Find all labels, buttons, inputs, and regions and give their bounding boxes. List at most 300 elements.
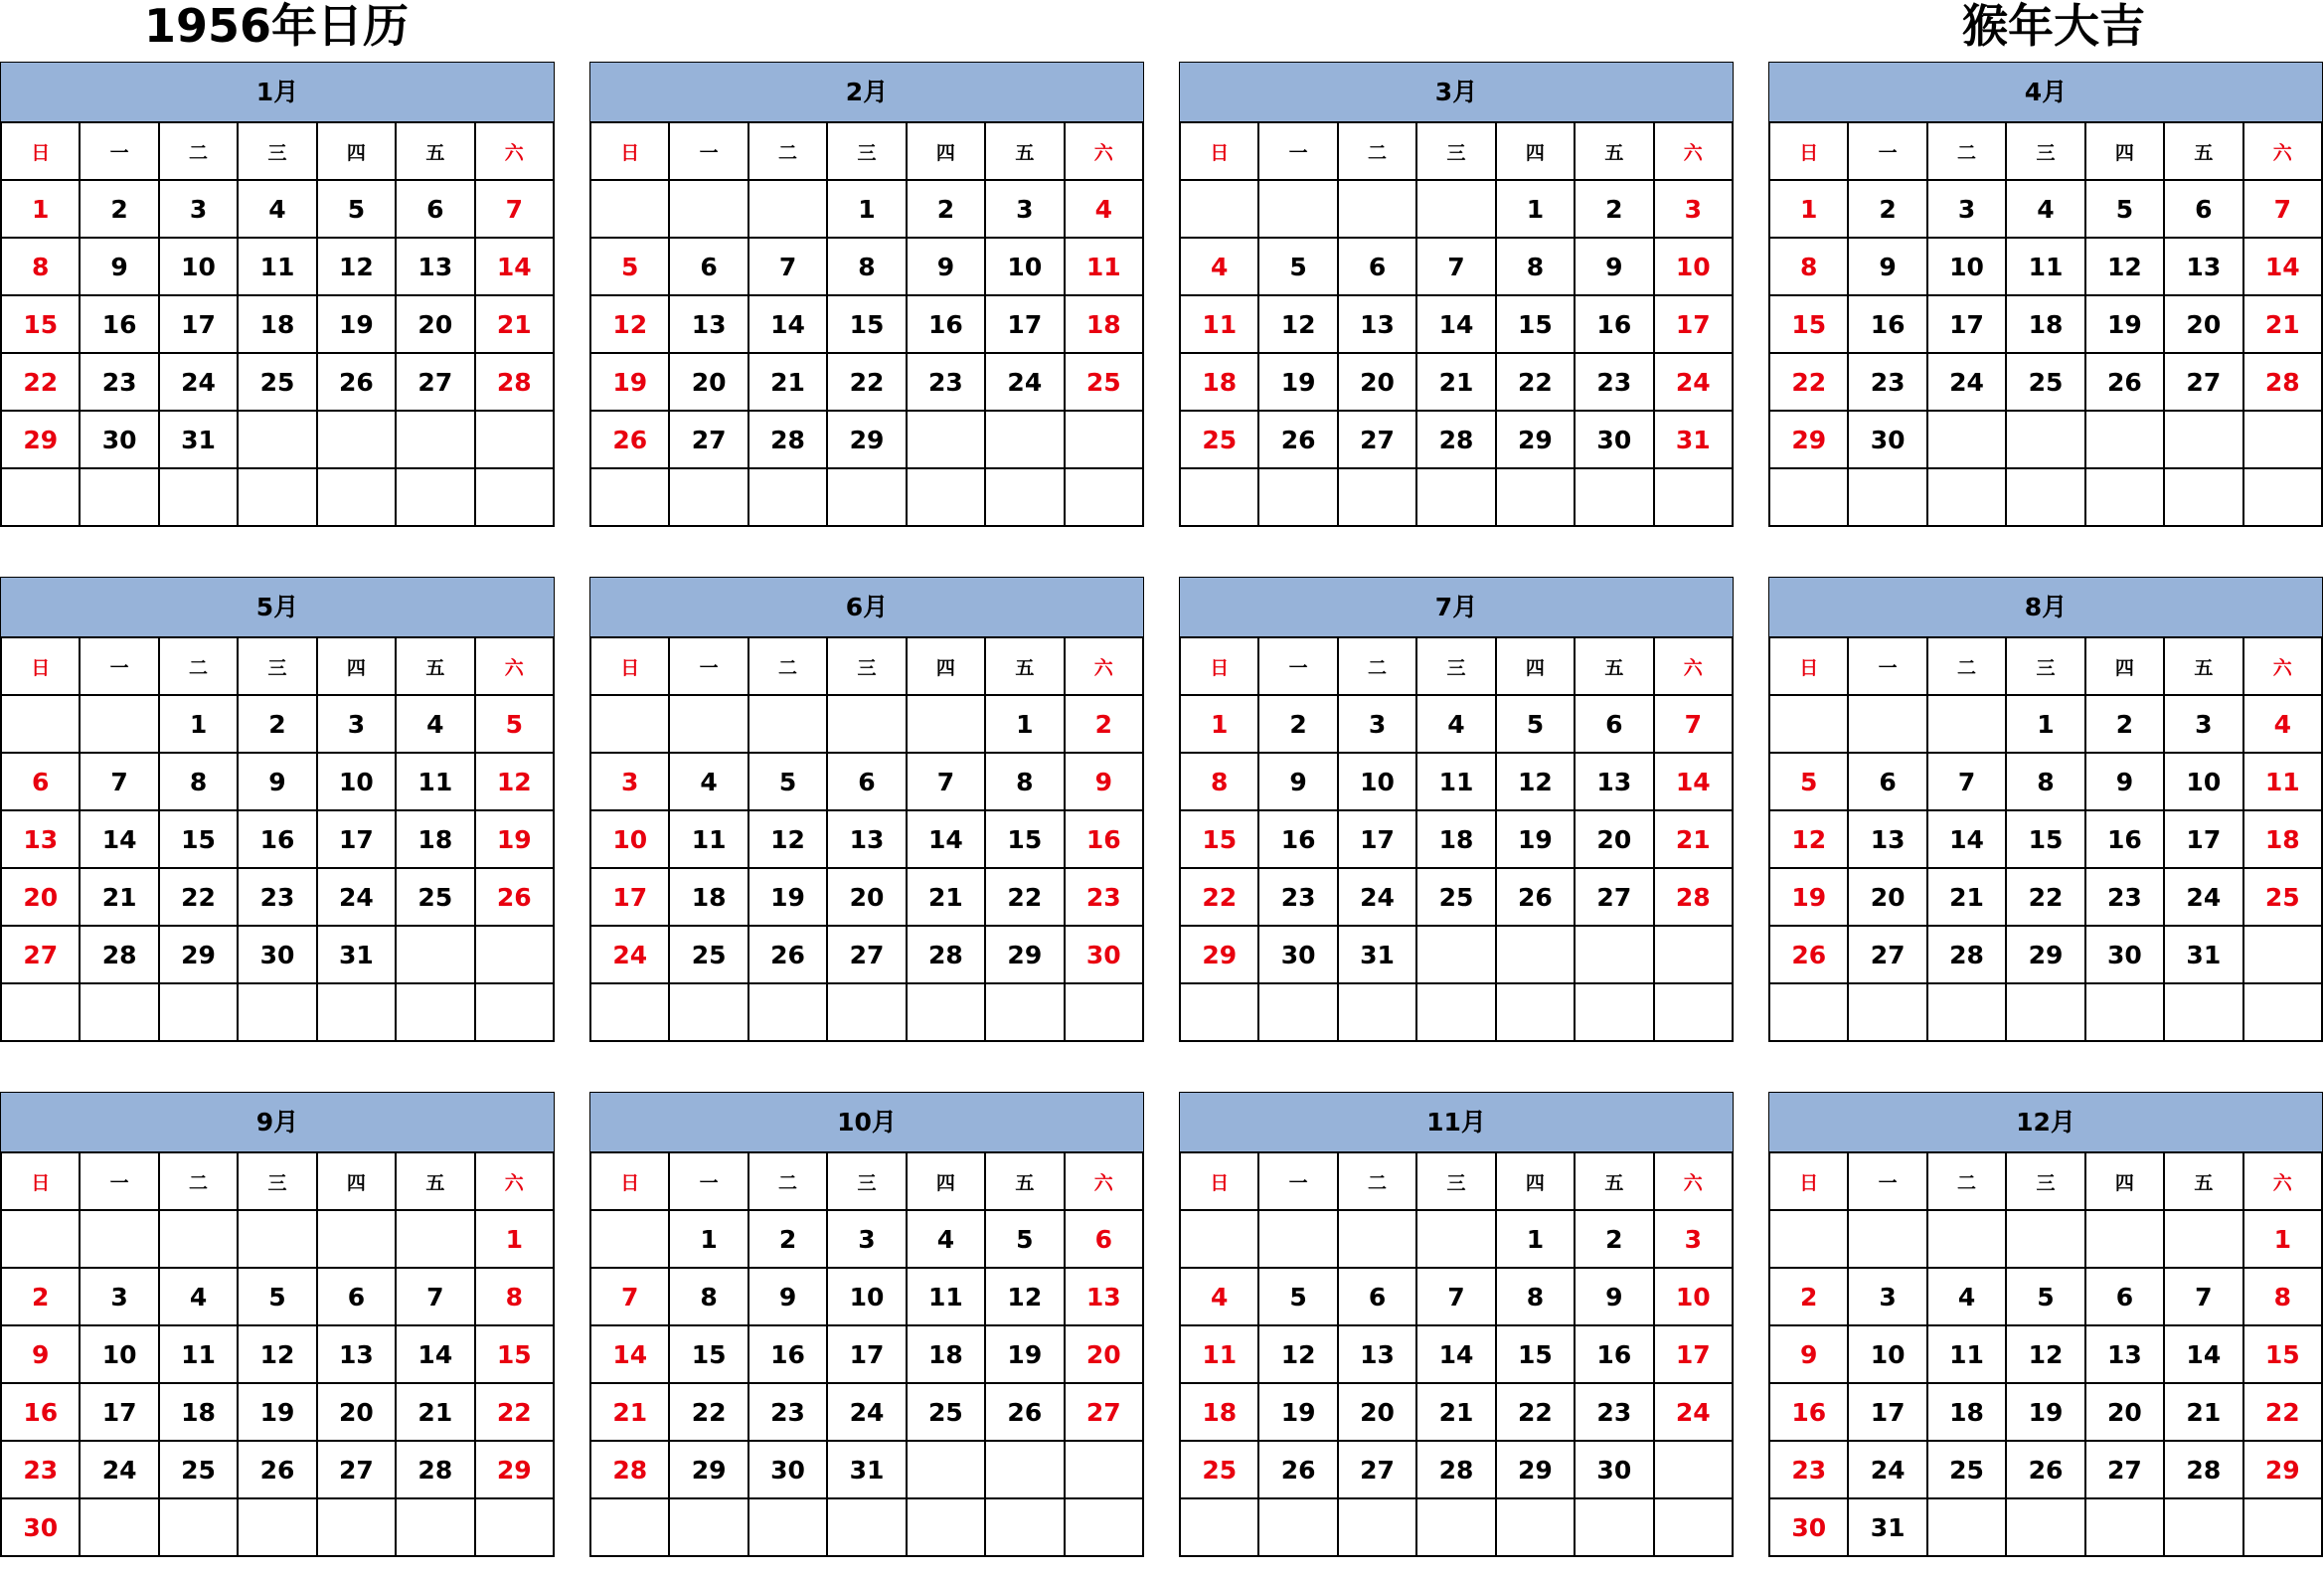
week-row (1180, 983, 1733, 1041)
day-cell: 27 (317, 1441, 396, 1498)
weekday-label: 五 (396, 1152, 474, 1210)
day-cell: 8 (669, 1268, 747, 1325)
day-cell: 26 (1769, 926, 1848, 983)
day-cell (907, 695, 985, 753)
day-cell: 12 (748, 810, 827, 868)
weekday-label: 五 (396, 122, 474, 180)
weekday-label: 二 (1927, 122, 2006, 180)
day-cell: 1 (1496, 180, 1575, 238)
day-cell (2243, 983, 2322, 1041)
day-cell: 26 (590, 411, 669, 468)
day-cell: 2 (1258, 695, 1337, 753)
month-header: 11月 (1179, 1092, 1734, 1152)
week-row (1769, 295, 2322, 353)
month-calendar (589, 62, 1144, 545)
week-row (1180, 295, 1733, 353)
day-cell: 24 (317, 868, 396, 926)
day-cell (1, 983, 80, 1041)
day-cell: 23 (80, 353, 158, 411)
day-cell: 10 (80, 1325, 158, 1383)
day-cell: 24 (1654, 1383, 1733, 1441)
day-cell: 7 (1927, 753, 2006, 810)
weekday-label: 六 (1065, 122, 1143, 180)
day-cell: 14 (2164, 1325, 2242, 1383)
day-cell (1180, 1210, 1258, 1268)
week-row (1769, 983, 2322, 1041)
day-cell (2243, 1498, 2322, 1556)
weekday-label: 一 (1848, 122, 1926, 180)
day-cell: 14 (1416, 1325, 1495, 1383)
day-cell: 20 (1338, 353, 1416, 411)
weekday-row (1, 122, 554, 180)
weekday-label: 六 (1654, 637, 1733, 695)
day-cell (159, 468, 238, 526)
day-cell: 20 (669, 353, 747, 411)
day-cell: 1 (1496, 1210, 1575, 1268)
day-cell: 6 (827, 753, 906, 810)
day-cell: 29 (985, 926, 1064, 983)
day-cell (1575, 1498, 1653, 1556)
weekday-label: 六 (475, 1152, 554, 1210)
week-row (1, 926, 554, 983)
day-cell: 1 (2006, 695, 2084, 753)
day-cell: 14 (748, 295, 827, 353)
day-cell (827, 983, 906, 1041)
day-cell (748, 983, 827, 1041)
day-cell (1496, 468, 1575, 526)
day-cell (669, 983, 747, 1041)
day-cell: 2 (1848, 180, 1926, 238)
day-cell: 19 (475, 810, 554, 868)
day-cell: 4 (669, 753, 747, 810)
day-cell: 19 (317, 295, 396, 353)
day-cell (1848, 983, 1926, 1041)
day-cell: 11 (396, 753, 474, 810)
day-cell: 12 (238, 1325, 316, 1383)
week-row (1180, 353, 1733, 411)
day-cell: 29 (1496, 411, 1575, 468)
month-header: 9月 (0, 1092, 555, 1152)
day-cell: 5 (317, 180, 396, 238)
weekday-label: 五 (2164, 637, 2242, 695)
day-cell: 30 (1575, 411, 1653, 468)
day-cell: 19 (2085, 295, 2164, 353)
day-cell: 15 (1180, 810, 1258, 868)
day-cell (396, 411, 474, 468)
weekday-label: 六 (2243, 122, 2322, 180)
day-cell (2243, 411, 2322, 468)
weekday-label: 一 (80, 637, 158, 695)
day-cell: 7 (80, 753, 158, 810)
day-cell (907, 468, 985, 526)
day-cell: 23 (1769, 1441, 1848, 1498)
day-cell: 25 (159, 1441, 238, 1498)
day-cell (1416, 983, 1495, 1041)
month-grid (0, 121, 555, 527)
day-cell (669, 468, 747, 526)
day-cell: 13 (1, 810, 80, 868)
day-cell (1065, 468, 1143, 526)
weekday-label: 日 (1769, 1152, 1848, 1210)
day-cell: 30 (1848, 411, 1926, 468)
weekday-label: 日 (590, 122, 669, 180)
day-cell (1496, 1498, 1575, 1556)
day-cell: 30 (2085, 926, 2164, 983)
day-cell: 6 (396, 180, 474, 238)
day-cell (1769, 468, 1848, 526)
weekday-label: 四 (907, 1152, 985, 1210)
day-cell: 1 (1, 180, 80, 238)
week-row (590, 468, 1143, 526)
weekday-label: 五 (1575, 122, 1653, 180)
day-cell (2164, 468, 2242, 526)
day-cell: 12 (1258, 295, 1337, 353)
day-cell: 22 (1769, 353, 1848, 411)
day-cell: 7 (1416, 238, 1495, 295)
day-cell (2006, 983, 2084, 1041)
day-cell: 26 (2006, 1441, 2084, 1498)
day-cell (317, 1210, 396, 1268)
month-calendar (1768, 577, 2323, 1060)
weekday-label: 二 (1338, 1152, 1416, 1210)
day-cell: 14 (590, 1325, 669, 1383)
day-cell: 10 (159, 238, 238, 295)
day-cell: 28 (907, 926, 985, 983)
day-cell (317, 468, 396, 526)
day-cell (1180, 180, 1258, 238)
day-cell (748, 180, 827, 238)
month-calendar (0, 577, 555, 1060)
day-cell: 25 (2006, 353, 2084, 411)
day-cell (396, 983, 474, 1041)
day-cell (1927, 983, 2006, 1041)
weekday-label: 一 (669, 637, 747, 695)
day-cell: 31 (827, 1441, 906, 1498)
day-cell: 3 (985, 180, 1064, 238)
week-row (1769, 468, 2322, 526)
day-cell: 30 (80, 411, 158, 468)
day-cell (1496, 926, 1575, 983)
weekday-label: 一 (669, 122, 747, 180)
day-cell: 20 (827, 868, 906, 926)
day-cell: 28 (1654, 868, 1733, 926)
day-cell: 2 (238, 695, 316, 753)
day-cell (2085, 468, 2164, 526)
weekday-label: 日 (1769, 122, 1848, 180)
day-cell: 22 (1496, 353, 1575, 411)
day-cell: 20 (1575, 810, 1653, 868)
day-cell: 29 (1769, 411, 1848, 468)
day-cell: 8 (1, 238, 80, 295)
day-cell: 2 (748, 1210, 827, 1268)
weekday-label: 四 (317, 637, 396, 695)
weekday-row (1769, 1152, 2322, 1210)
week-row (1769, 810, 2322, 868)
day-cell: 25 (238, 353, 316, 411)
week-row (1180, 695, 1733, 753)
day-cell: 7 (1416, 1268, 1495, 1325)
day-cell: 3 (80, 1268, 158, 1325)
day-cell: 2 (907, 180, 985, 238)
day-cell: 1 (985, 695, 1064, 753)
day-cell: 18 (1180, 1383, 1258, 1441)
weekday-label: 三 (827, 122, 906, 180)
day-cell: 3 (590, 753, 669, 810)
day-cell: 29 (827, 411, 906, 468)
day-cell (1416, 180, 1495, 238)
day-cell: 23 (1258, 868, 1337, 926)
weekday-label: 一 (1258, 1152, 1337, 1210)
day-cell: 5 (2006, 1268, 2084, 1325)
day-cell (748, 695, 827, 753)
day-cell: 11 (1065, 238, 1143, 295)
day-cell: 19 (1258, 353, 1337, 411)
day-cell (590, 180, 669, 238)
day-cell: 21 (1416, 1383, 1495, 1441)
day-cell: 4 (1927, 1268, 2006, 1325)
day-cell: 31 (1848, 1498, 1926, 1556)
month-header: 6月 (589, 577, 1144, 637)
day-cell: 16 (1575, 1325, 1653, 1383)
day-cell (1065, 1441, 1143, 1498)
day-cell (396, 926, 474, 983)
day-cell (159, 983, 238, 1041)
day-cell: 30 (748, 1441, 827, 1498)
day-cell: 30 (1258, 926, 1337, 983)
day-cell: 14 (80, 810, 158, 868)
day-cell: 27 (396, 353, 474, 411)
week-row (1180, 1325, 1733, 1383)
week-row (590, 1268, 1143, 1325)
day-cell: 10 (827, 1268, 906, 1325)
day-cell: 25 (1065, 353, 1143, 411)
day-cell (2085, 1498, 2164, 1556)
day-cell: 6 (1338, 238, 1416, 295)
day-cell: 7 (590, 1268, 669, 1325)
day-cell: 23 (1575, 353, 1653, 411)
day-cell: 24 (1654, 353, 1733, 411)
day-cell: 27 (827, 926, 906, 983)
day-cell: 8 (475, 1268, 554, 1325)
day-cell (159, 1210, 238, 1268)
day-cell: 9 (80, 238, 158, 295)
day-cell: 5 (985, 1210, 1064, 1268)
day-cell: 3 (1654, 1210, 1733, 1268)
day-cell: 27 (1338, 411, 1416, 468)
week-row (1180, 468, 1733, 526)
day-cell: 21 (80, 868, 158, 926)
week-row (590, 753, 1143, 810)
week-row (590, 1498, 1143, 1556)
day-cell: 3 (1927, 180, 2006, 238)
weekday-label: 一 (1258, 122, 1337, 180)
day-cell: 6 (669, 238, 747, 295)
day-cell (985, 1441, 1064, 1498)
day-cell: 16 (1258, 810, 1337, 868)
day-cell: 15 (1, 295, 80, 353)
day-cell (1654, 1498, 1733, 1556)
week-row (1769, 753, 2322, 810)
weekday-label: 五 (985, 1152, 1064, 1210)
weekday-label: 三 (827, 1152, 906, 1210)
day-cell: 29 (475, 1441, 554, 1498)
weekday-label: 二 (1927, 1152, 2006, 1210)
day-cell (590, 695, 669, 753)
weekday-label: 二 (1338, 122, 1416, 180)
day-cell: 9 (1848, 238, 1926, 295)
day-cell: 8 (2006, 753, 2084, 810)
day-cell: 30 (238, 926, 316, 983)
weekday-row (590, 1152, 1143, 1210)
day-cell: 26 (748, 926, 827, 983)
weekday-label: 四 (317, 122, 396, 180)
day-cell: 2 (1575, 1210, 1653, 1268)
day-cell: 28 (1927, 926, 2006, 983)
week-row (590, 295, 1143, 353)
day-cell: 22 (2006, 868, 2084, 926)
week-row (1180, 1210, 1733, 1268)
weekday-label: 一 (80, 1152, 158, 1210)
day-cell: 14 (907, 810, 985, 868)
day-cell: 10 (1848, 1325, 1926, 1383)
day-cell: 23 (1575, 1383, 1653, 1441)
day-cell: 4 (2006, 180, 2084, 238)
day-cell: 31 (1654, 411, 1733, 468)
week-row (590, 1210, 1143, 1268)
day-cell: 12 (475, 753, 554, 810)
day-cell: 11 (669, 810, 747, 868)
day-cell: 18 (669, 868, 747, 926)
day-cell (1496, 983, 1575, 1041)
day-cell: 26 (475, 868, 554, 926)
week-row (1, 983, 554, 1041)
weekday-label: 一 (669, 1152, 747, 1210)
day-cell: 17 (1654, 1325, 1733, 1383)
day-cell: 23 (1848, 353, 1926, 411)
day-cell (1258, 468, 1337, 526)
day-cell: 18 (1065, 295, 1143, 353)
day-cell: 27 (2085, 1441, 2164, 1498)
day-cell (475, 468, 554, 526)
day-cell (1927, 1498, 2006, 1556)
day-cell: 22 (669, 1383, 747, 1441)
day-cell: 24 (80, 1441, 158, 1498)
day-cell: 6 (1848, 753, 1926, 810)
day-cell: 30 (1769, 1498, 1848, 1556)
day-cell: 21 (748, 353, 827, 411)
weekday-label: 四 (1496, 122, 1575, 180)
week-row (1, 353, 554, 411)
day-cell (907, 1441, 985, 1498)
weekday-label: 四 (907, 122, 985, 180)
day-cell: 18 (396, 810, 474, 868)
day-cell: 6 (1575, 695, 1653, 753)
day-cell (985, 983, 1064, 1041)
week-row (1769, 411, 2322, 468)
week-row (1769, 180, 2322, 238)
week-row (1180, 238, 1733, 295)
day-cell: 4 (907, 1210, 985, 1268)
month-calendar (589, 1092, 1144, 1575)
day-cell (1258, 180, 1337, 238)
day-cell: 16 (1065, 810, 1143, 868)
weekday-row (590, 637, 1143, 695)
day-cell: 29 (159, 926, 238, 983)
day-cell: 5 (1769, 753, 1848, 810)
day-cell: 6 (1, 753, 80, 810)
day-cell (1338, 180, 1416, 238)
day-cell: 3 (317, 695, 396, 753)
day-cell: 4 (159, 1268, 238, 1325)
day-cell: 17 (985, 295, 1064, 353)
month-grid (1768, 636, 2323, 1042)
day-cell: 11 (1180, 295, 1258, 353)
day-cell: 22 (475, 1383, 554, 1441)
day-cell: 24 (1927, 353, 2006, 411)
day-cell: 16 (2085, 810, 2164, 868)
day-cell: 15 (159, 810, 238, 868)
day-cell: 11 (1927, 1325, 2006, 1383)
day-cell: 3 (1654, 180, 1733, 238)
day-cell: 2 (1575, 180, 1653, 238)
month-header: 2月 (589, 62, 1144, 122)
day-cell (1180, 468, 1258, 526)
day-cell: 12 (985, 1268, 1064, 1325)
day-cell (238, 983, 316, 1041)
day-cell (80, 1498, 158, 1556)
day-cell: 8 (985, 753, 1064, 810)
day-cell: 23 (2085, 868, 2164, 926)
day-cell (2243, 468, 2322, 526)
month-grid (1179, 636, 1734, 1042)
day-cell: 2 (1769, 1268, 1848, 1325)
day-cell: 18 (2243, 810, 2322, 868)
month-header: 3月 (1179, 62, 1734, 122)
day-cell (475, 411, 554, 468)
day-cell: 1 (669, 1210, 747, 1268)
day-cell: 25 (2243, 868, 2322, 926)
day-cell: 20 (1848, 868, 1926, 926)
day-cell: 18 (238, 295, 316, 353)
day-cell: 28 (590, 1441, 669, 1498)
week-row (1180, 1498, 1733, 1556)
month-header: 7月 (1179, 577, 1734, 637)
day-cell: 13 (396, 238, 474, 295)
day-cell: 17 (1338, 810, 1416, 868)
day-cell: 24 (1338, 868, 1416, 926)
day-cell (396, 1210, 474, 1268)
day-cell (1769, 695, 1848, 753)
day-cell (590, 468, 669, 526)
week-row (1769, 353, 2322, 411)
day-cell (475, 1498, 554, 1556)
day-cell: 10 (590, 810, 669, 868)
day-cell: 16 (907, 295, 985, 353)
day-cell: 11 (2243, 753, 2322, 810)
day-cell: 21 (1416, 353, 1495, 411)
weekday-label: 三 (1416, 1152, 1495, 1210)
day-cell: 19 (985, 1325, 1064, 1383)
day-cell: 1 (1769, 180, 1848, 238)
day-cell: 16 (1575, 295, 1653, 353)
day-cell: 7 (748, 238, 827, 295)
weekday-row (1, 1152, 554, 1210)
week-row (1, 753, 554, 810)
day-cell: 7 (907, 753, 985, 810)
day-cell: 5 (2085, 180, 2164, 238)
day-cell: 2 (2085, 695, 2164, 753)
day-cell (1338, 983, 1416, 1041)
